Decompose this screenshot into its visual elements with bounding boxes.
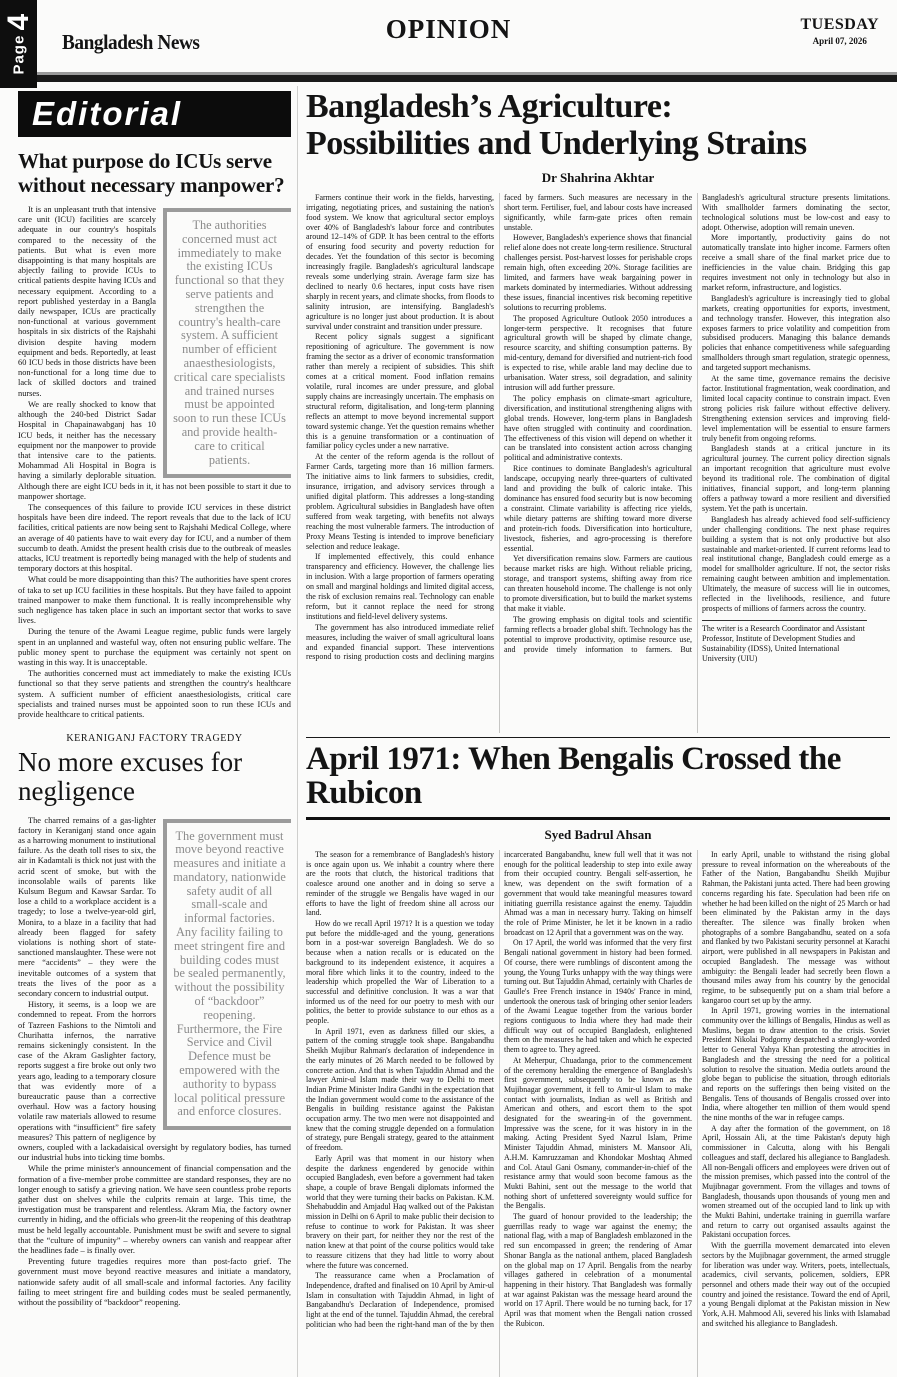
body-paragraph: Bangladesh has already achieved food self-sufficiency under challenging conditions. The next phase requires building a system that is not only productive but also sustainable and market-oriented. If current reforms lead to real institutional change, Bangladesh could emerge as a model for smallholder agriculture. If not, the sector risks remaining caught between ambition and implementation. Ultimately, the measure of success will lie in outcomes, reflected in the livelihoods, resilience, and future prospects of millions of farmers across the country. xyxy=(702,514,890,613)
body-paragraph: The proposed Agriculture Outlook 2050 introduces a longer-term perspective. It recognises that future agricultural growth will be shaped by climate change, resource scarcity, and shifting consumption patterns. By mid-century, demand for diversified and nutrient-rich food is expected to rise, while arable land may decline due to urbanisation. Water stress, soil degradation, and salinity intrusion will add further pressure. xyxy=(504,313,692,392)
body-paragraph: At the center of the reform agenda is the rollout of Farmer Cards, targeting more than 16 million farmers. The initiative aims to link farmers to subsidies, credit, insurance, irrigation, and advisory services through a unified digital platform. This addresses a long-standing problem. Agricultural subsidies in Bangladesh have often suffered from weak targeting, with benefits not always reaching the most vulnerable farmers. The introduction of Proxy Means Testing is intended to improve beneficiary selection and reduce leakage. xyxy=(306,452,494,551)
body-paragraph: A day after the formation of the government, on 18 April, Hossain Ali, at the time Pakistan's deputy high commissioner in Calcutta, along with his Bengali colleagues and staff, declared his allegiance to Bangladesh. All non-Bengali officers and employees were driven out of the mission premises, which passed into the control of the Mujibnagar government. From the villages and towns of Bangladesh, thousands upon thousands of young men and women streamed out of the occupied land to link up with the Mukti Bahini, undertake training in guerrilla warfare and return to carry out organised assaults against the Pakistani occupation forces. xyxy=(702,1123,890,1240)
april-1971-article xyxy=(306,737,890,1377)
body-paragraph: The guard of honour provided to the leadership; the guerrillas ready to wage war against the enemy; the national flag, with a map of Bangladesh emblazoned in the red sun encompassed in green; the rendering of Amar Shonar Bangla as the national anthem, placed Bangladesh on the global map on 17 April. Bengalis from the nearby villages gathered in celebration of a monumental happening in their history. That Bangladesh was formally at war against Pakistan was the message heard around the world on 17 April. There would be no turning back, for 17 April was that moment when the Bengali nation crossed the Rubicon. xyxy=(504,1212,692,1328)
april-1971-paragraphs xyxy=(306,850,890,1329)
body-paragraph: The reassurance came when a Proclamation of Independence, drafted and finalised on 10 April by Amir-ul Islam in consultation with Tajuddin Ahmad, in light of Bangabandhu's Declaration of Independence, promised light at the end of the tunnel. Tajuddin Ahmad, the cerebral politician who had been the right-hand man of the by then incarcerated Bangabandhu, knew full well that it was not enough for the political leadership to step into exile away from their occupied country. Bengali self-assertion, he knew, was dependent on the swift formation of a government that would take meaningful measures toward initiating guerrilla resistance against the enemy. Tajuddin Ahmad was a man in necessary hurry. Taking on himself the role of Prime Minister, he let it be known in a radio broadcast on 12 April that a government was on the way. xyxy=(306,850,692,1329)
date-block xyxy=(801,16,880,46)
body-paragraph: With the guerrilla movement demarcated into eleven sectors by the Mujibnagar government, the armed struggle for liberation was under way. Writers, poets, intellectuals, academics, civil servants, policemen, soldiers, EPR personnel and others made their way out of the occupied country and joined the resistance. Toward the end of April, a young Bengali diplomat at the Pakistan mission in New York, A.H. Mahmood Ali, severed his links with Islamabad and switched his allegiance to Bangladesh. xyxy=(702,1241,890,1328)
editorial-pull-quote: The authorities concerned must act immediately to make the existing ICUs functional so that they serve patients and strengthen the country's health-care system. A sufficient number of efficient anaesthesiologists, critical care specialists and trained nurses must be appointed soon to run these ICUs and provide health-care to critical patients. xyxy=(163,208,291,478)
keraniganj-headline: No more excuses for negligence xyxy=(18,747,243,807)
agriculture-byline: Dr Shahrina Akhtar xyxy=(541,169,655,185)
date: April 07, 2026 xyxy=(812,36,867,46)
body-paragraph: We are really shocked to know that although the 240-bed District Sadar Hospital in Chapainawabganj has 10 ICU beds, it neither has the necessary equipment nor the manpower to provide that intensive care to the patients. Mohammad Ali Hospital in Bogra is having a similarly deplorable situation. Although there are eight ICU beds in it, it has not been possible to start it due to manpower shortage. xyxy=(18,399,291,501)
page-number-tab xyxy=(0,0,37,88)
agriculture-headline-line1: Bangladesh’s Agriculture: xyxy=(306,88,673,125)
april-1971-byline: Syed Badrul Ahsan xyxy=(544,827,652,843)
body-paragraph: The government has also introduced immediate relief measures, including the waiver of small agricultural loans and expanded financial support. These interventions respond to rising production costs and declining margins faced by farmers. Such measures are necessary in the short term. Fertiliser, fuel, and labour costs have increased significantly, while farm-gate prices often remain unstable. xyxy=(306,192,692,662)
weekday: TUESDAY xyxy=(800,16,879,33)
page-number-label xyxy=(1,13,35,75)
keraniganj-body xyxy=(18,816,291,1309)
body-paragraph: Yet diversification remains slow. Farmers are cautious because market risks are high. Without reliable pricing, storage, and transport systems, shifting away from rice can threaten household income. The challenge is not only to promote diversification, but to build the market systems that make it viable. xyxy=(504,554,692,613)
editorial-banner: Editorial xyxy=(18,91,291,137)
masthead-rule xyxy=(0,72,897,82)
editorial-body xyxy=(18,205,291,720)
april-1971-text xyxy=(306,850,890,1377)
april-1971-headline: April 1971: When Bengalis Crossed the Rubicon xyxy=(306,742,890,820)
keraniganj-pull-quote: The government must move beyond reactive measures and initiate a mandatory, nationwide safety audit of all small-scale and informal factories. Any facility failing to meet stringent fire and building codes must be sealed permanently, without the possibility of “backdoor” reopening. Furthermore, the Fire Service and Civil Defence must be empowered with the authority to bypass local political pressure and enforce closures. xyxy=(163,819,291,1131)
body-paragraph: Rice continues to dominate Bangladesh's agricultural landscape, occupying nearly three-quarters of cultivated land and providing the bulk of caloric intake. This dominance has ensured food security but is now becoming a constraint. Climate variability is affecting rice yields, while dietary patterns are shifting toward more diverse and protein-rich foods. Diversification into horticulture, livestock, fisheries, and agro-processing is therefore essential. xyxy=(504,464,692,553)
agriculture-article xyxy=(306,88,890,733)
body-paragraph: More importantly, productivity gains do not automatically translate into higher income. Farmers often receive a small share of the final market price due to inefficiencies in the value chain. Bridging this gap requires investment not only in technology but also in market reform, infrastructure, and logistics. xyxy=(702,233,890,292)
agriculture-author-note: The writer is a Research Coordinator and Assistant Professor, Institute of Development Studies and Sustainability (IDSS), United International University (UIU) xyxy=(702,620,867,664)
opinion-articles xyxy=(297,86,890,1377)
body-paragraph: The season for a remembrance of Bangladesh's history is once again upon us. We inhabit a country where there are the roots that clutch, the historical traditions that coalesce around one another and in doing so serve a reminder of the struggle we Bengalis have waged in our efforts to have the light of freedom shine all across our land. xyxy=(306,850,494,918)
body-paragraph: At Meherpur, Chuadanga, prior to the commencement of the ceremony heralding the emergence of Bangladesh's first government, subsequently to be known as the Mujibnagar government, it fell to Amir-ul Islam to make contact with journalists, Indian as well as British and American and others, and escort them to the spot designated for the swearing-in of the government. Impressive was the scene, for it was history in in the making. Acting President Syed Nazrul Islam, Prime Minister Tajuddin Ahmad, ministers M. Mansoor Ali, A.H.M. Kamruzzaman and Khondokar Moshtaq Ahmed and Col. Ataul Gani Osmany, commander-in-chief of the resistance army that would soon become famous as the Mukti Bahini, sent out the message to the world that nothing short of unfettered sovereignty would suffice for the Bengalis. xyxy=(504,1055,692,1211)
editorial-column xyxy=(18,86,297,1377)
body-paragraph: What could be more disappointing than this? The authorities have spent crores of taka to set up ICU facilities in these hospitals. But they have failed to appoint trained manpower to make them functional. It is really incomprehensible why such negligence has taken place in such an important sector that works to save lives. xyxy=(18,575,291,626)
agriculture-paragraphs xyxy=(306,193,890,664)
agriculture-headline-line2: Possibilities and Underlying Strains xyxy=(306,125,807,163)
body-paragraph: During the tenure of the Awami League regime, public funds were largely spent in an unplanned and wasteful way, often not ensuring public welfare. The public money spent to purchase the equipment was certainly not spent on wasting in this way. It is unacceptable. xyxy=(18,627,291,667)
body-paragraph: Preventing future tragedies requires more than post-facto grief. The government must move beyond reactive measures and initiate a mandatory, nationwide safety audit of all small-scale and informal factories. Any facility failing to meet stringent fire and building codes must be sealed permanently, without the possibility of “backdoor” reopening. xyxy=(18,1257,291,1308)
body-paragraph: Bangladesh's agriculture is increasingly tied to global markets, creating opportunities for exports, investment, and technology transfer. However, this integration also exposes farmers to price volatility and competition from subsidised producers. Managing this balance demands policies that enhance competitiveness while safeguarding smallholders through smart regulation, strategic openness, and targeted support mechanisms. xyxy=(702,293,890,373)
keraniganj-kicker: KERANIGANJ FACTORY TRAGEDY xyxy=(66,733,243,745)
body-paragraph: The growing emphasis on digital tools and scientific farming reflects a broader global shift. Technology has the potential to improve productivity, optimise resource use, and provide timely information to farmers. But Bangladesh's agricultural structure presents limitations. With smallholder farmers dominating the sector, technological solutions must be low-cost and easy to adopt. Otherwise, adoption will remain uneven. xyxy=(504,192,890,654)
page-number: 4 xyxy=(1,13,35,31)
agriculture-text xyxy=(306,193,890,733)
masthead xyxy=(0,0,897,75)
body-paragraph: On 17 April, the world was informed that the very first Bengali national government in history had been formed. Of course, there were rumblings of discontent among the young, the Young Turks unhappy with the way things were turning out. But Tajuddin Ahmad, certainly with Charles de Gaulle's Free French instance in 1940s' France in mind, undertook the onerous task of bringing other senior leaders of the Awami League together from the various border regions contiguous to India where they had made their difficult way out of occupied Bangladesh, enlightened them on the measures he had taken and which he expected them to agree to. They agreed. xyxy=(504,938,692,1055)
page-content xyxy=(0,82,897,1377)
body-paragraph: However, Bangladesh's experience shows that financial relief alone does not create long-term resilience. Structural challenges persist. Post-harvest losses for perishable crops remain high, often exceeding 20%. Storage facilities are limited, and farmers have weak bargaining power in markets dominated by intermediaries. Without addressing these issues, financial incentives risk becoming repetitive solutions to recurring problems. xyxy=(504,233,692,312)
body-paragraph: Farmers continue their work in the fields, harvesting, irrigating, negotiating prices, and sustaining the nation's food system. We know that agricultural sector employs over 40% of Bangladesh's labour force and contributes around 12–14% of GDP. It has been central to the efforts of ensuring food security and poverty reduction for decades. Yet the foundation of this sector is becoming increasingly fragile. Bangladesh's agricultural landscape reveals some underlying strain. Average farm size has declined to nearly 0.6 hectares, input costs have risen sharply in recent years, and climate shocks, from floods to salinity intrusion, are intensifying. Bangladesh's agriculture is no longer just about production. It is about survival under constraint and transition under pressure. xyxy=(306,192,494,331)
body-paragraph: In April 1971, growing worries in the international community over the killings of Bengalis, Hindus as well as Muslims, began to draw attention to the crisis. Soviet President Nikolai Podgorny despatched a strongly-worded letter to General Yahya Khan protesting the atrocities in Bangladesh and the stressing the need for a political solution to resolve the situation. Media outlets around the globe began to publicise the situation, through editorials and reports on the sufferings then being visited on the Bengalis. Tens of thousands of Bengalis crossed over into India, where altogether ten million of them would spend the nine months of the war in refugee camps. xyxy=(702,1006,890,1123)
body-paragraph: At the same time, governance remains the decisive factor. Institutional fragmentation, weak coordination, and limited local capacity continue to constrain impact. Even strong policies risk failure without effective delivery. Strengthening extension services and improving field-level implementation will be essential to ensure farmers truly benefit from ongoing reforms. xyxy=(702,374,890,443)
body-paragraph: The consequences of this failure to provide ICU services in these district hospitals have been dire indeed. The report reveals that due to the lack of ICU facilities, critical patients are now being sent to Rajshahi Medical College, where an average of 40 patients have to wait every day for ICU, and a number of them succumb to death. Amidst the present health crisis due to the outbreak of measles attacks, ICU treatment is reportedly being managed with the help of students and temporary doctors at this hospital. xyxy=(18,502,291,574)
body-paragraph: The policy emphasis on climate-smart agriculture, diversification, and institutional strengthening aligns with global trends. However, long-term plans in Bangladesh have often struggled with continuity and coordination. The effectiveness of this vision will depend on whether it can be translated into consistent action across changing political and administrative contexts. xyxy=(504,393,692,463)
body-paragraph: It is an unpleasant truth that intensive care unit (ICU) facilities are scarcely adequate in our country's hospitals compared to the necessity of the patients. But what is even more disappointing is that many hospitals are abjectly failing to provide ICUs to critical patients despite having ICUs and necessary equipment. According to a report published yesterday in a Bangla daily newspaper, ICUs are practically non-functional at various government hospitals in six districts of the Rajshahi division despite having modern equipment and beds. Reportedly, at least 60 ICU beds in those districts have been non-functional for a long time due to lack of skilled doctors and trained nurses. xyxy=(18,205,156,398)
body-paragraph: The charred remains of a gas-lighter factory in Keraniganj stand once again as a harrowing monument to institutional failure. As the death toll rises to six, the air in Kadamtali is thick not just with the acrid scent of smoke, but with the inconsolable wails of parents like Kulsum Begum and Kawsar Sardar. To lose a child to a workplace accident is a tragedy; to lose a twelve-year-old girl, Monira, to a blaze in a facility that had already been flagged for safety violations is nothing short of state-sanctioned manslaughter. These were not mere “accidents” – they were the inevitable outcomes of a system that treats the lives of the poor as a secondary concern to industrial output. xyxy=(18,815,156,998)
body-paragraph: Early April was that moment in our history when despite the darkness engendered by genocide within occupied Bangladesh, even before a government had taken shape, a couple of brave Bengali diplomats informed the world that they were turning their backs on Pakistan. K.M. Shehabuddin and Amjadul Haq walked out of the Pakistan mission in Delhi on 6 April to make public their decision to refuse to continue to work for Pakistan. It was sheer bravery on their part, for neither they nor the rest of the nation knew at that point of the course politics would take to reassure citizens that they had little to worry about where the future was concerned. xyxy=(306,1153,494,1270)
body-paragraph: The authorities concerned must act immediately to make the existing ICUs functional so that they serve patients and strengthen the country's healthcare system. A sufficient number of efficient anaesthesiologists, critical care specialists and trained nurses must be appointed soon to run these ICUs and provide healthcare to critical patients. xyxy=(18,669,291,719)
editorial-headline: What purpose do ICUs serve without necessary manpower? xyxy=(18,149,285,197)
body-paragraph: Recent policy signals suggest a significant repositioning of agriculture. The government is now framing the sector as a driver of economic transformation rather than merely a recipient of subsidies. This shift comes at a critical moment. Food inflation remains volatile, rural incomes are under pressure, and global supply chains are increasingly uncertain. The emphasis on structural reform, digitalisation, and long-term planning reflects an attempt to move beyond incremental support toward systemic change. Yet the question remains whether this is a genuine transformation or a continuation of familiar policy cycles under a new narrative. xyxy=(306,332,494,451)
section-title: OPINION xyxy=(385,14,512,44)
body-paragraph: History, it seems, is a loop we are condemned to repeat. From the horrors of Tazreen Fashions to the Nimtoli and Churihatta infernos, the narrative remains sickeningly consistent. In the case of the Akram Gaslighter factory, reports suggest a fire broke out only two years ago, leading to a temporary closure that was evidently more of a bureaucratic pause than a corrective overhaul. How was a factory housing volatile raw materials allowed to resume operations with “insufficient” fire safety measures? This pattern of negligence by owners, coupled with a lackadaisical oversight by regulatory bodies, has turned our industrial hubs into ticking time bombs. xyxy=(18,1000,291,1163)
agriculture-headline xyxy=(306,88,890,163)
page-word: Page xyxy=(10,34,27,75)
body-paragraph: If implemented effectively, this could enhance transparency and efficiency. However, the challenge lies in inclusion. With a large proportion of farmers operating on small and marginal holdings and limited digital access, the risk of exclusion remains real. Technology can enable reform, but it cannot replace the need for strong institutions and field-level delivery systems. xyxy=(306,552,494,621)
body-paragraph: How do we recall April 1971? It is a question we today put before the middle-aged and the young, generations born in a post-war sovereign Bangladesh. We do so because when a nation recalls or is educated on the background to its independent existence, it acquires a moral fibre which links it to the country, indeed to the leadership which propelled the War of Liberation to a successful and definitive conclusion. It was a war that informed us of the need for our poetry to mesh with our politics, the better to provide substance to our ethos as a people. xyxy=(306,918,494,1026)
body-paragraph: While the prime minister's announcement of financial compensation and the formation of a five-member probe committee are standard responses, they are no longer enough to satisfy a grieving nation. We have seen countless probe reports gather dust on shelves while the culprits remain at large. This time, the investigation must be transparent and relentless. Akram Mia, the factory owner currently in hiding, and the officials who green-lit the reopening of this deathtrap must be held legally accountable. Punishment must be swift and severe to signal that the “culture of impunity” – whereby owners can vanish and reappear after the headlines fade – is finally over. xyxy=(18,1164,291,1256)
body-paragraph: In April 1971, even as darkness filled our skies, a pattern of the coming struggle took shape. Bangabandhu Sheikh Mujibur Rahman's declaration of independence in the early minutes of 26 March needed to be followed by concrete action. And that is when Tajuddin Ahmad and the lawyer Amir-ul Islam made their way to Delhi to meet Indian Prime Minister Indira Gandhi in the expectation that the Indian government would come to the assistance of the Bengalis in building resistance against the Pakistan occupation army. The two men were not disappointed and knew that the coming struggle depended on a formulation of strategy, pure Bengali strategy, geared to the attainment of freedom. xyxy=(306,1026,494,1153)
paper-name: Bangladesh News xyxy=(62,30,200,54)
body-paragraph: Bangladesh stands at a critical juncture in its agricultural journey. The current policy direction signals an important recognition that agriculture must evolve beyond its traditional role. The combination of digital initiatives, financial support, and long-term planning offers a pathway toward a more resilient and diversified system. Yet the path is uncertain. xyxy=(702,444,890,513)
body-paragraph: In early April, unable to withstand the rising global pressure to reveal information on the whereabouts of the Father of the Nation, Bangabandhu Sheikh Mujibur Rahman, the Pakistani junta acted. There had been growing concerns regarding his fate. Speculation had been rife on whether he had been killed on the night of 25 March or had been eliminated by the Pakistan army in the days thereafter. The silence was finally broken when photographs of a sombre Bangabandhu, seated on a sofa and flanked by two Pakistani security personnel at Karachi airport, were published in all newspapers in Pakistan and occupied Bangladesh. The message was without ambiguity: the Bengali leader had secretly been flown a thousand miles away from his country by the genocidal regime, to be subsequently put on a sham trial before a kangaroo court set up by the army. xyxy=(702,850,890,1005)
